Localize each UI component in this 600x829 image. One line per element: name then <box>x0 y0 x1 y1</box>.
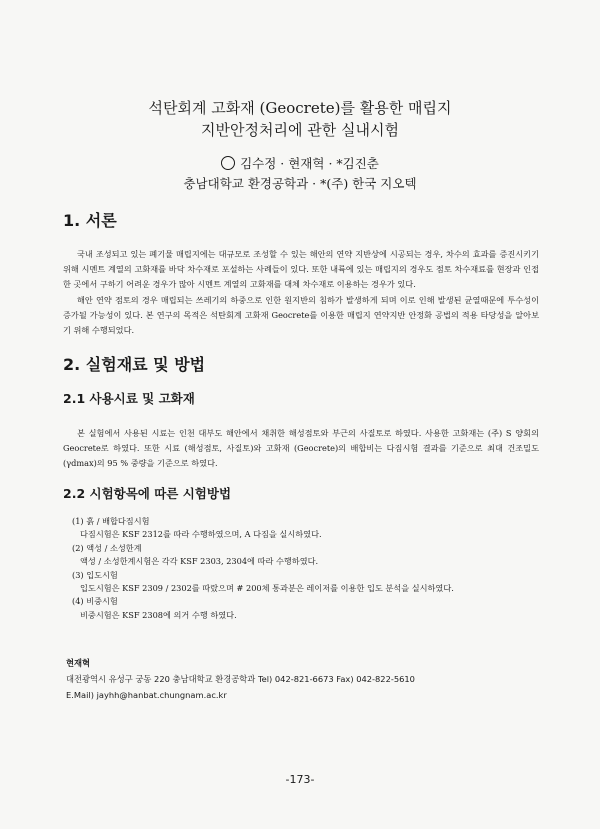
contact-address: 대전광역시 유성구 궁동 220 충남대학교 환경공학과 Tel) 042-821-6673 Fax) 042-822-5610 <box>66 674 415 684</box>
test-items-list <box>72 515 542 622</box>
test-item-title: (2) 액성 / 소성한계 <box>72 542 142 553</box>
subsection-heading-test-methods: 2.2 시험항목에 따른 시험방법 <box>63 486 232 501</box>
page-number: -173- <box>285 773 315 786</box>
intro-body <box>63 247 539 338</box>
test-item-title: (4) 비중시험 <box>72 596 118 607</box>
test-item-desc: 다짐시험은 KSF 2312를 따라 수행하였으며, A 다짐을 실시하였다. <box>80 529 322 540</box>
contact-email: E.Mail) jayhh@hanbat.chungnam.ac.kr <box>66 690 227 700</box>
test-item-title: (3) 입도시험 <box>72 569 118 580</box>
author-affiliation: 충남대학교 환경공학과 · *(주) 한국 지오텍 <box>183 176 417 191</box>
contact-name: 현재혁 <box>66 658 91 668</box>
presenter-circle-icon <box>221 156 235 170</box>
author-names: 김수정 · 현재혁 · *김진춘 <box>240 156 379 171</box>
materials-body <box>63 426 539 472</box>
subsection-heading-materials: 2.1 사용시료 및 고화재 <box>63 391 195 406</box>
materials-paragraph: 본 실험에서 사용된 시료는 인천 대부도 해안에서 채취한 해성점토와 부근의 사질토로 하였다. 사용한 고화재는 (주) S 양회의 Geocrete로 하였다. 또한 시료 (해성점토, 사질토)와 고화재 (Geocrete)의 배합비는 다짐시험 결과를 기준으로 최대 건조밀도 (γdmax)의 95 % 중량을 기준으로 하였다. <box>63 428 539 469</box>
author-line <box>0 155 600 173</box>
test-item-title: (1) 흙 / 배합다짐시험 <box>72 516 150 526</box>
paper-title-line2: 지반안정처리에 관한 실내시험 <box>201 121 399 139</box>
paper-title-line1: 석탄회계 고화재 (Geocrete)를 활용한 매립지 <box>148 99 452 117</box>
intro-paragraph-2: 해안 연약 점토의 경우 매립되는 쓰레기의 하중으로 인한 원지반의 침하가 발생하게 되며 이로 인해 발생된 균열때문에 투수성이 증가될 가능성이 있다. 본 연구의 목적은 석탄회계 고화재 Geocrete를 이용한 매립지 연약지반 안정화 공법의 적용 타당성을 알아보기 위해 수행되었다. <box>63 294 539 336</box>
section-heading-intro: 1. 서론 <box>63 211 117 230</box>
test-item-desc: 입도시험은 KSF 2309 / 2302를 따랐으며 # 200체 통과분은 레이저를 이용한 입도 분석을 실시하였다. <box>80 583 454 594</box>
section-heading-methods: 2. 실험재료 및 방법 <box>63 355 206 374</box>
contact-block <box>66 655 536 703</box>
test-item-desc: 비중시험은 KSF 2308에 의거 수행 하였다. <box>80 609 237 620</box>
intro-paragraph-1: 국내 조성되고 있는 폐기물 매립지에는 대규모로 조성할 수 있는 해안의 연약 지반상에 시공되는 경우, 차수의 효과를 증진시키기 위해 시멘트 계열의 고화재를 바닥 차수재로 포설하는 사례들이 있다. 또한 내륙에 있는 매립지의 경우도 점토 차수재료를 현장과 인접한 곳에서 구하기 어려운 경우가 많아 시멘트 계열의 고화재를 대체 차수재로 이용하는 경우가 있다. <box>63 249 539 290</box>
test-item-desc: 액성 / 소성한계시험은 각각 KSF 2303, 2304에 따라 수행하였다. <box>80 556 319 567</box>
